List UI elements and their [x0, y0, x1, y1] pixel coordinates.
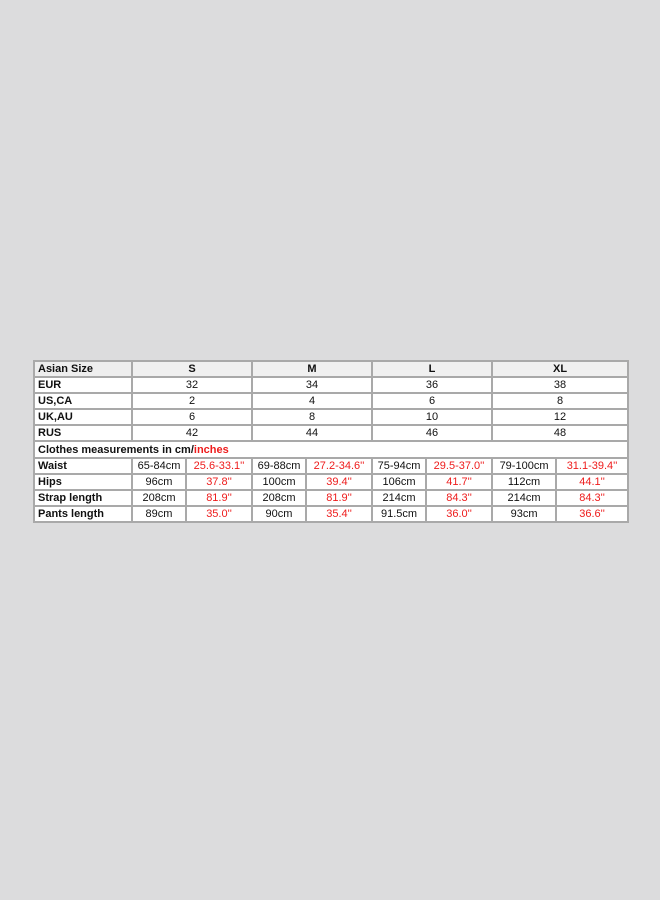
- row-label: UK,AU: [34, 409, 132, 425]
- cm-cell: 214cm: [492, 490, 556, 506]
- size-table-body: [34, 361, 628, 522]
- conversion-row-rus: [34, 425, 628, 441]
- row-label: Waist: [34, 458, 132, 474]
- row-label: Pants length: [34, 506, 132, 522]
- cm-cell: 69-88cm: [252, 458, 306, 474]
- table-cell: 44: [252, 425, 372, 441]
- conversion-row-uk-au: [34, 409, 628, 425]
- cm-cell: 100cm: [252, 474, 306, 490]
- table-cell: 4: [252, 393, 372, 409]
- inch-cell: 41.7'': [426, 474, 492, 490]
- cm-cell: 96cm: [132, 474, 186, 490]
- inch-cell: 81.9'': [306, 490, 372, 506]
- measurement-row-waist: [34, 458, 628, 474]
- cm-cell: 208cm: [132, 490, 186, 506]
- size-header-row: [34, 361, 628, 377]
- measurements-section-row: [34, 441, 628, 458]
- inch-cell: 35.4'': [306, 506, 372, 522]
- cm-cell: 93cm: [492, 506, 556, 522]
- inch-cell: 44.1'': [556, 474, 628, 490]
- row-label: EUR: [34, 377, 132, 393]
- size-header-xl: XL: [492, 361, 628, 377]
- table-cell: 6: [132, 409, 252, 425]
- inch-cell: 31.1-39.4'': [556, 458, 628, 474]
- table-cell: 6: [372, 393, 492, 409]
- inch-cell: 25.6-33.1'': [186, 458, 252, 474]
- inch-cell: 81.9'': [186, 490, 252, 506]
- inch-cell: 84.3'': [426, 490, 492, 506]
- cm-cell: 214cm: [372, 490, 426, 506]
- size-table: [33, 360, 629, 523]
- size-header-m: M: [252, 361, 372, 377]
- cm-cell: 79-100cm: [492, 458, 556, 474]
- cm-cell: 106cm: [372, 474, 426, 490]
- conversion-row-eur: [34, 377, 628, 393]
- table-cell: 2: [132, 393, 252, 409]
- table-cell: 8: [252, 409, 372, 425]
- measurement-row-hips: [34, 474, 628, 490]
- corner-label: Asian Size: [34, 361, 132, 377]
- row-label: RUS: [34, 425, 132, 441]
- table-cell: 42: [132, 425, 252, 441]
- size-header-l: L: [372, 361, 492, 377]
- table-cell: 8: [492, 393, 628, 409]
- table-cell: 38: [492, 377, 628, 393]
- inch-cell: 29.5-37.0'': [426, 458, 492, 474]
- inch-cell: 37.8'': [186, 474, 252, 490]
- table-cell: 32: [132, 377, 252, 393]
- inch-cell: 36.6'': [556, 506, 628, 522]
- inch-cell: 36.0'': [426, 506, 492, 522]
- table-cell: 10: [372, 409, 492, 425]
- measurement-row-strap-length: [34, 490, 628, 506]
- size-chart: [33, 360, 627, 523]
- cm-cell: 65-84cm: [132, 458, 186, 474]
- section-title-cm: Clothes measurements in cm/: [38, 443, 194, 456]
- cm-cell: 75-94cm: [372, 458, 426, 474]
- cm-cell: 91.5cm: [372, 506, 426, 522]
- table-cell: 34: [252, 377, 372, 393]
- measurements-section-title: [34, 441, 628, 458]
- cm-cell: 112cm: [492, 474, 556, 490]
- inch-cell: 35.0'': [186, 506, 252, 522]
- conversion-row-us-ca: [34, 393, 628, 409]
- row-label: Hips: [34, 474, 132, 490]
- measurement-row-pants-length: [34, 506, 628, 522]
- table-cell: 48: [492, 425, 628, 441]
- cm-cell: 208cm: [252, 490, 306, 506]
- cm-cell: 90cm: [252, 506, 306, 522]
- size-header-s: S: [132, 361, 252, 377]
- row-label: US,CA: [34, 393, 132, 409]
- cm-cell: 89cm: [132, 506, 186, 522]
- inch-cell: 84.3'': [556, 490, 628, 506]
- section-title-inches: inches: [193, 443, 229, 456]
- inch-cell: 27.2-34.6'': [306, 458, 372, 474]
- table-cell: 12: [492, 409, 628, 425]
- table-cell: 36: [372, 377, 492, 393]
- inch-cell: 39.4'': [306, 474, 372, 490]
- row-label: Strap length: [34, 490, 132, 506]
- table-cell: 46: [372, 425, 492, 441]
